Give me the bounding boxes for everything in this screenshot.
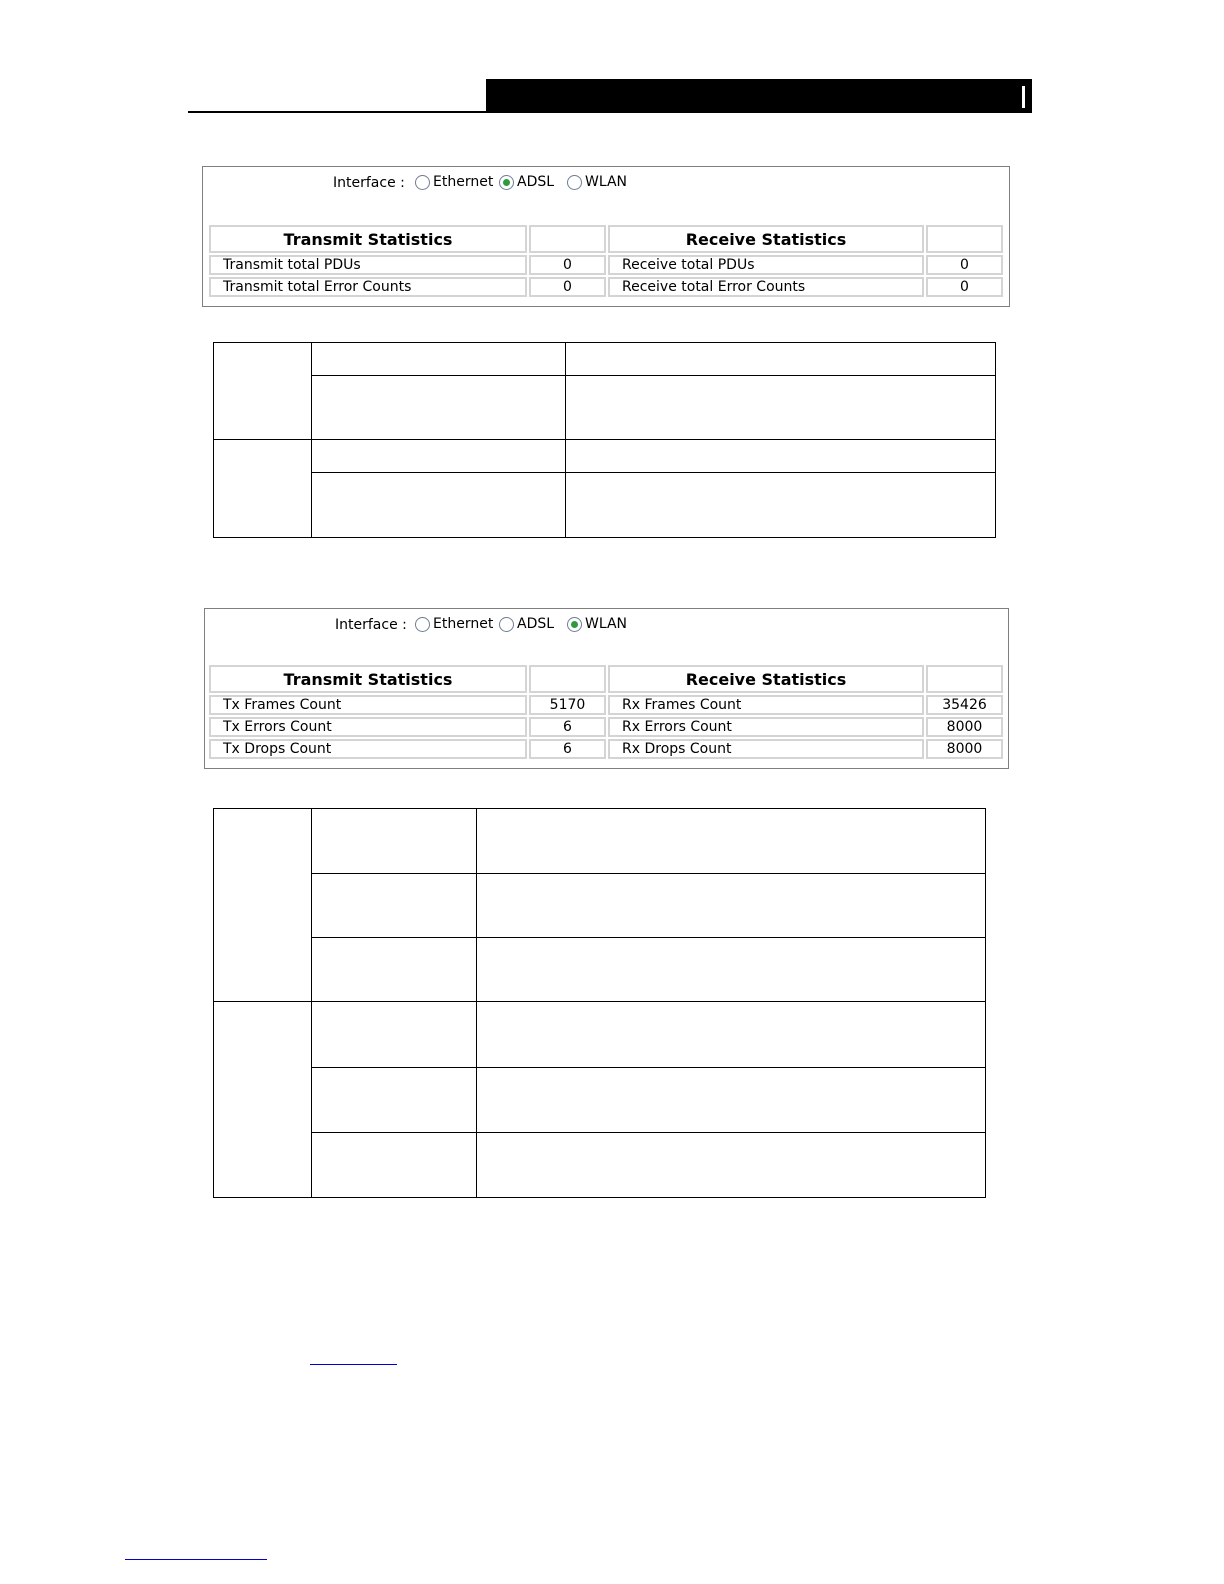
radio-ethernet[interactable] (415, 174, 493, 190)
tx-value: 0 (529, 255, 606, 275)
description-cell (476, 1068, 985, 1133)
interface-label: Interface : (335, 617, 407, 633)
item-cell (311, 809, 476, 874)
rx-label: Receive total Error Counts (608, 277, 924, 297)
description-cell (476, 874, 985, 938)
radio-label: ADSL (517, 174, 555, 190)
rx-label: Rx Frames Count (608, 695, 924, 715)
tx-label: Transmit total PDUs (209, 255, 527, 275)
radio-adsl[interactable] (499, 616, 554, 632)
description-cell (565, 473, 995, 538)
footer-hyperlink-underline[interactable] (125, 1559, 267, 1560)
tx-label: Tx Errors Count (209, 717, 527, 737)
receive-statistics-header: Receive Statistics (608, 665, 924, 693)
interface-selector (205, 615, 1008, 639)
empty-header (926, 225, 1003, 253)
description-cell (476, 1133, 985, 1198)
description-cell (565, 440, 995, 473)
description-cell (565, 343, 995, 376)
group-cell (214, 1002, 312, 1198)
adsl-description-table (213, 342, 996, 538)
adsl-statistics-table (207, 223, 1005, 299)
item-cell (311, 1133, 476, 1198)
page-header-bar (486, 79, 1032, 113)
radio-label: WLAN (585, 174, 628, 190)
rx-value: 0 (926, 277, 1003, 297)
tx-value: 0 (529, 277, 606, 297)
wlan-description-table (213, 808, 986, 1198)
wlan-statistics-panel (204, 608, 1009, 769)
tx-value: 6 (529, 717, 606, 737)
item-cell (311, 874, 476, 938)
item-cell (311, 473, 565, 538)
description-cell (476, 809, 985, 874)
item-cell (311, 440, 565, 473)
page-header-rule (188, 111, 1032, 113)
radio-wlan[interactable] (567, 616, 627, 632)
adsl-statistics-panel (202, 166, 1010, 307)
radio-ethernet[interactable] (415, 616, 493, 632)
radio-label: Ethernet (433, 616, 494, 632)
rx-value: 8000 (926, 717, 1003, 737)
rx-value: 35426 (926, 695, 1003, 715)
receive-statistics-header: Receive Statistics (608, 225, 924, 253)
tx-label: Tx Frames Count (209, 695, 527, 715)
tx-value: 5170 (529, 695, 606, 715)
description-cell (476, 938, 985, 1002)
transmit-statistics-header: Transmit Statistics (209, 225, 527, 253)
empty-header (926, 665, 1003, 693)
tx-label: Transmit total Error Counts (209, 277, 527, 297)
radio-circle-icon[interactable] (415, 617, 430, 632)
group-cell (214, 809, 312, 1002)
description-cell (476, 1002, 985, 1068)
radio-checked-icon[interactable] (499, 175, 514, 190)
radio-label: WLAN (585, 616, 628, 632)
item-cell (311, 1068, 476, 1133)
radio-checked-icon[interactable] (567, 617, 582, 632)
tx-label: Tx Drops Count (209, 739, 527, 759)
table-header-row (209, 225, 1003, 253)
description-cell (565, 376, 995, 440)
table-row (209, 255, 1003, 275)
item-cell (311, 938, 476, 1002)
rx-label: Receive total PDUs (608, 255, 924, 275)
table-row (209, 277, 1003, 297)
group-cell (214, 343, 312, 440)
hyperlink-underline[interactable] (310, 1364, 397, 1365)
item-cell (311, 343, 565, 376)
group-cell (214, 440, 312, 538)
interface-label: Interface : (333, 175, 405, 191)
item-cell (311, 1002, 476, 1068)
empty-header (529, 665, 606, 693)
radio-adsl[interactable] (499, 174, 554, 190)
table-row (209, 739, 1003, 759)
empty-header (529, 225, 606, 253)
radio-label: ADSL (517, 616, 555, 632)
radio-circle-icon[interactable] (499, 617, 514, 632)
tx-value: 6 (529, 739, 606, 759)
radio-label: Ethernet (433, 174, 494, 190)
radio-wlan[interactable] (567, 174, 627, 190)
table-header-row (209, 665, 1003, 693)
rx-label: Rx Drops Count (608, 739, 924, 759)
radio-circle-icon[interactable] (567, 175, 582, 190)
table-row (209, 717, 1003, 737)
interface-selector (203, 173, 1009, 197)
table-row (209, 695, 1003, 715)
item-cell (311, 376, 565, 440)
wlan-statistics-table (207, 663, 1005, 761)
header-bar-mark (1022, 86, 1025, 108)
rx-value: 0 (926, 255, 1003, 275)
transmit-statistics-header: Transmit Statistics (209, 665, 527, 693)
rx-label: Rx Errors Count (608, 717, 924, 737)
radio-circle-icon[interactable] (415, 175, 430, 190)
rx-value: 8000 (926, 739, 1003, 759)
